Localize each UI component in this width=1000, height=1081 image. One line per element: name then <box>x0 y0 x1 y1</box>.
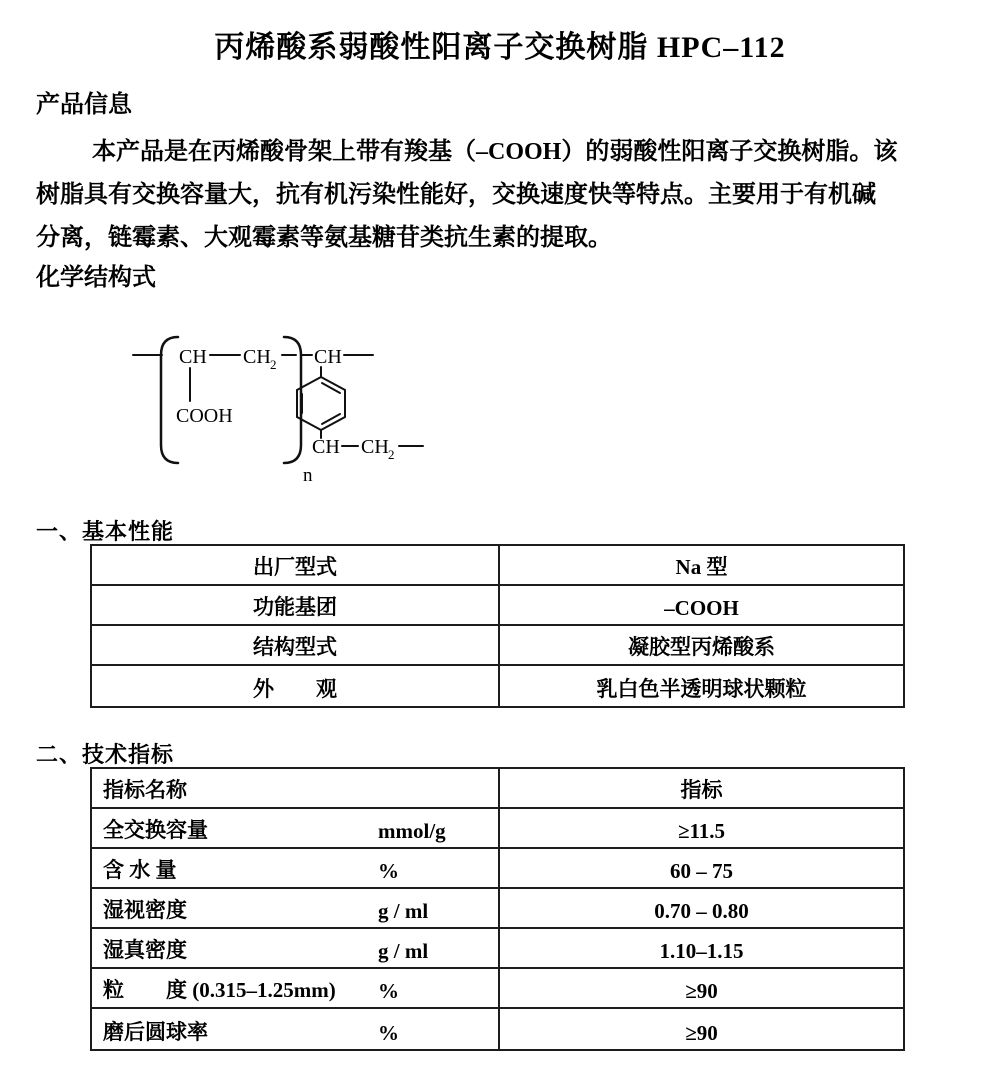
property-value-cell: 凝胶型丙烯酸系 <box>628 635 775 659</box>
property-name-cell: 结构型式 <box>92 626 500 664</box>
table-row <box>92 546 903 586</box>
table-row <box>92 809 903 849</box>
spec-value-cell: 0.70 – 0.80 <box>654 899 749 923</box>
spec-unit: % <box>378 1021 399 1045</box>
table-row <box>92 929 903 969</box>
subscript-2: 2 <box>270 357 277 372</box>
spec-name-cell <box>92 1009 500 1049</box>
property-value-cell: 乳白色半透明球状颗粒 <box>596 677 807 701</box>
table-row <box>92 969 903 1009</box>
atom-label-ch: CH <box>312 436 340 458</box>
atom-label-ch: CH <box>314 346 342 368</box>
spec-name: 湿视密度 <box>103 898 187 922</box>
spec-name-cell <box>92 809 500 847</box>
table-row <box>92 1009 903 1049</box>
table-row <box>92 889 903 929</box>
spec-name-cell <box>92 929 500 967</box>
property-name-cell: 出厂型式 <box>92 546 500 584</box>
basic-properties-heading: 一、基本性能 <box>36 519 175 544</box>
spec-name: 粒 度 (0.315–1.25mm) <box>103 978 336 1002</box>
paragraph-line: 分离，链霉素、大观霉素等氨基糖苷类抗生素的提取。 <box>36 225 612 251</box>
left-bracket <box>161 337 178 463</box>
table-row <box>92 666 903 706</box>
spec-name: 全交换容量 <box>103 818 208 842</box>
spec-unit: mmol/g <box>378 819 446 843</box>
property-name-cell: 功能基团 <box>92 586 500 624</box>
technical-specs-heading: 二、技术指标 <box>36 742 175 767</box>
spec-unit: % <box>378 859 399 883</box>
spec-value-cell: 1.10–1.15 <box>659 939 744 963</box>
paragraph-line: 树脂具有交换容量大，抗有机污染性能好，交换速度快等特点。主要用于有机碱 <box>36 182 876 208</box>
spec-name-cell <box>92 889 500 927</box>
spec-name: 湿真密度 <box>103 938 187 962</box>
spec-value-cell: ≥90 <box>685 979 718 1003</box>
spec-value-cell: ≥11.5 <box>677 819 726 843</box>
spec-value-header-cell: 指标 <box>680 778 723 802</box>
spec-name-cell <box>92 969 500 1007</box>
paragraph-line: 本产品是在丙烯酸骨架上带有羧基（–COOH）的弱酸性阳离子交换树脂。该 <box>92 139 898 165</box>
benzene-ring <box>297 377 345 430</box>
double-bond-line <box>322 414 340 424</box>
atom-label-cooh: COOH <box>176 405 233 427</box>
chemical-structure-diagram <box>115 328 445 493</box>
property-value-cell: Na 型 <box>675 555 728 579</box>
table-row <box>92 586 903 626</box>
table-header-row <box>92 769 903 809</box>
spec-name-header-cell: 指标名称 <box>92 769 500 807</box>
spec-unit: g / ml <box>378 939 429 963</box>
spec-name-cell <box>92 849 500 887</box>
spec-name: 含 水 量 <box>103 858 177 882</box>
product-description <box>36 131 981 260</box>
page-title: 丙烯酸系弱酸性阳离子交换树脂 HPC–112 <box>214 31 786 64</box>
repeat-subscript-n: n <box>303 465 313 486</box>
table-row <box>92 849 903 889</box>
technical-specs-table <box>90 767 905 1051</box>
spec-unit: g / ml <box>378 899 429 923</box>
property-value-cell: –COOH <box>664 596 739 620</box>
spec-name: 磨后圆球率 <box>103 1020 208 1044</box>
atom-label-ch2: CH <box>243 346 271 368</box>
basic-properties-table <box>90 544 905 708</box>
product-info-heading: 产品信息 <box>36 92 132 118</box>
double-bond-line <box>322 383 340 393</box>
spec-value-cell: 60 – 75 <box>670 859 733 883</box>
spec-unit: % <box>378 979 399 1003</box>
spec-value-cell: ≥90 <box>685 1021 718 1045</box>
structure-heading: 化学结构式 <box>36 265 156 291</box>
property-name-cell: 外 观 <box>92 666 500 706</box>
atom-label-ch2: CH <box>361 436 389 458</box>
table-row <box>92 626 903 666</box>
atom-label-ch: CH <box>179 346 207 368</box>
subscript-2: 2 <box>388 447 395 462</box>
